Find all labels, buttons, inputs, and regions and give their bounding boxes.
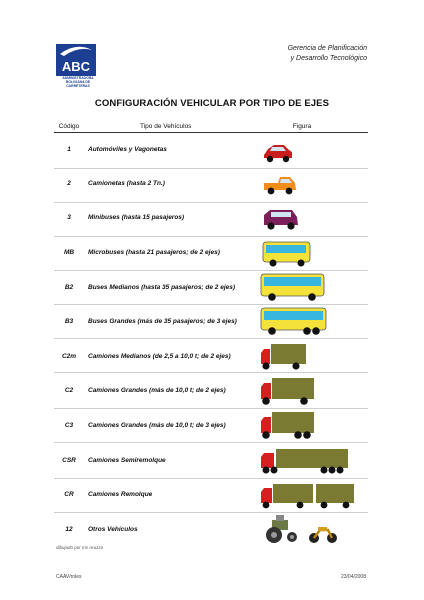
row-code: B3 — [64, 318, 74, 325]
row-divider — [54, 202, 368, 203]
large-truck-3axle-icon — [260, 410, 316, 445]
row-divider — [54, 408, 368, 409]
header-rule — [54, 132, 368, 133]
medium-truck-icon — [260, 341, 308, 376]
semitrailer-truck-icon — [260, 446, 350, 481]
department-line-1: Gerencia de Planificación — [287, 45, 367, 52]
row-code: CSR — [62, 457, 76, 464]
tractor-motorcycle-icon — [262, 514, 342, 551]
row-divider — [54, 270, 368, 271]
row-description: Automóviles y Vagonetas — [88, 146, 167, 153]
row-code: B2 — [64, 284, 74, 291]
car-icon — [262, 141, 294, 170]
large-truck-2axle-icon — [260, 376, 316, 411]
page-title: CONFIGURACIÓN VEHICULAR POR TIPO DE EJES — [94, 98, 330, 109]
row-description: Otros Vehículos — [88, 526, 138, 533]
department-name — [288, 44, 367, 64]
row-description: Camiones Medianos (de 2,5 a 10,0 t; de 2 ejes) — [88, 353, 231, 360]
row-description: Buses Grandes (más de 35 pasajeros; de 3 ejes) — [88, 318, 237, 325]
row-code: C2 — [64, 387, 74, 394]
row-code: C2m — [61, 353, 77, 360]
large-bus-icon — [260, 306, 328, 341]
row-description: Camiones Semiremolque — [88, 457, 166, 464]
medium-bus-icon — [260, 272, 326, 307]
logo-subtitle: ADMINISTRADORA BOLIVIANA DE CARRETERAS — [62, 76, 94, 88]
footer-reference: CAAV/roles — [56, 574, 82, 580]
row-code: MB — [63, 249, 75, 256]
department-line-2: y Desarrollo Tecnológico — [290, 55, 367, 62]
column-header-code: Código — [58, 123, 80, 130]
footnote: dibujado por Iris Aruzza — [56, 545, 104, 550]
logo-text: ABC — [61, 59, 91, 74]
column-header-type: Tipo de Vehículos — [140, 123, 192, 130]
row-description: Camionetas (hasta 2 Tn.) — [88, 180, 165, 187]
microbus-icon — [262, 240, 312, 273]
row-description: Camiones Grandes (más de 10,0 t; de 2 ejes) — [88, 387, 226, 394]
pickup-truck-icon — [262, 173, 298, 202]
row-code: C3 — [64, 422, 74, 429]
trailer-truck-icon — [260, 481, 356, 516]
column-header-figure: Figura — [292, 123, 312, 130]
row-code: CR — [64, 491, 74, 498]
row-description: Camiones Grandes (más de 10,0 t; de 3 ejes) — [88, 422, 226, 429]
row-description: Camiones Remolque — [88, 491, 153, 498]
row-divider — [54, 442, 368, 443]
row-code: 12 — [65, 526, 73, 533]
row-description: Minibuses (hasta 15 pasajeros) — [88, 214, 185, 221]
row-description: Microbuses (hasta 21 pasajeros; de 2 ejes) — [88, 249, 220, 256]
minibus-icon — [262, 207, 300, 238]
row-code: 3 — [67, 214, 71, 221]
row-description: Buses Medianos (hasta 35 pasajeros; de 2 ejes) — [88, 284, 236, 291]
row-divider — [54, 236, 368, 237]
row-divider — [54, 168, 368, 169]
row-code: 1 — [67, 146, 71, 153]
row-divider — [54, 372, 368, 373]
footer-date: 23/04/2008 — [340, 574, 366, 580]
row-code: 2 — [67, 180, 71, 187]
